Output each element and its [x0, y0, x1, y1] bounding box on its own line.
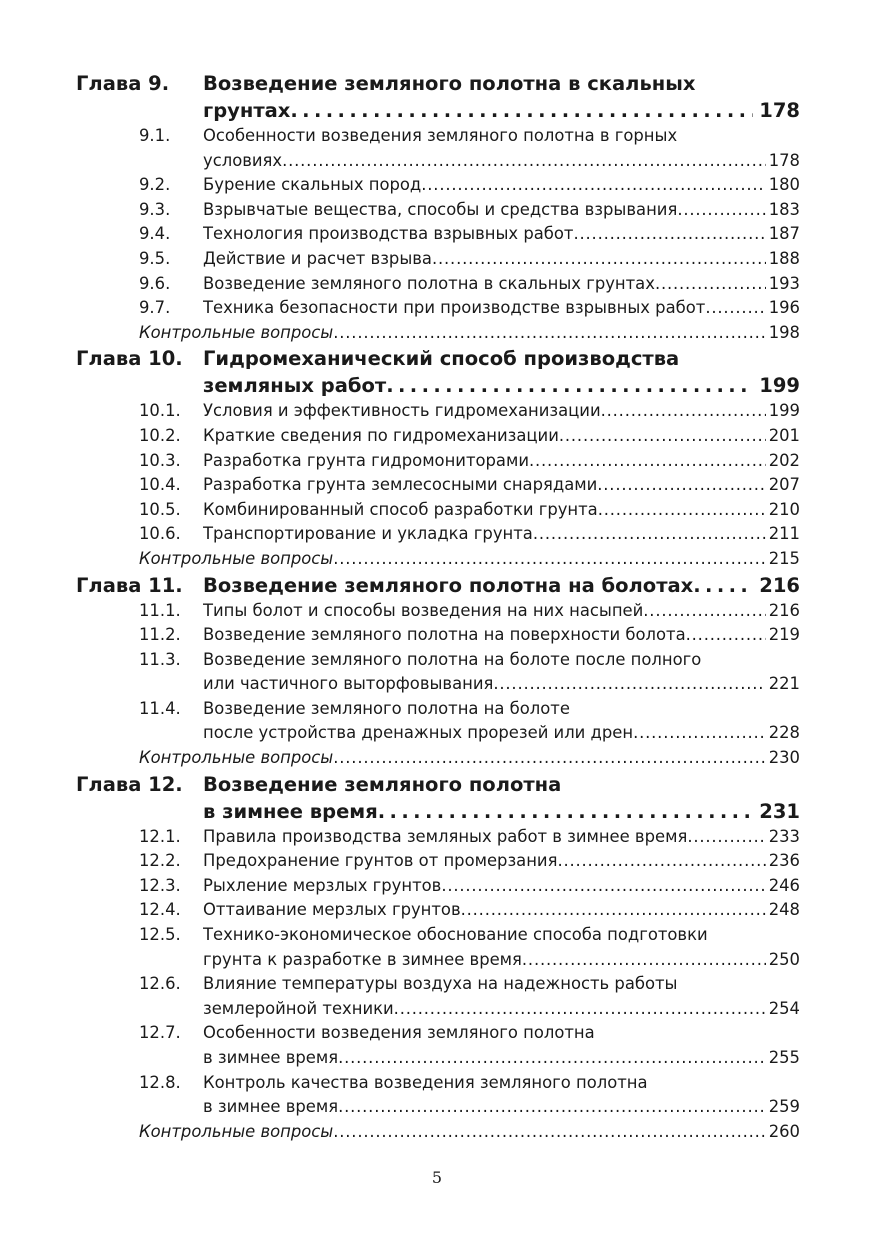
- section-title-text: Особенности возведения земляного полотна в горных: [203, 126, 678, 145]
- dot-leader: [386, 374, 753, 397]
- dot-leader: [282, 151, 766, 170]
- section-page: 201: [768, 425, 800, 445]
- dot-leader: [461, 900, 766, 919]
- toc-section-line: [76, 999, 800, 1024]
- section-title-text: Возведение земляного полотна на болоте: [203, 698, 570, 718]
- dot-leader: [432, 249, 766, 268]
- toc-section-line: [76, 249, 800, 274]
- section-number: 9.1.: [139, 126, 171, 145]
- section-number: 9.6.: [139, 273, 171, 293]
- section-title: [203, 126, 800, 145]
- chapter-title-text: земляных работ: [203, 374, 387, 398]
- section-title-text: Оттаивание мерзлых грунтов: [203, 900, 461, 920]
- section-title: [203, 999, 800, 1018]
- toc-section-line: [76, 1073, 800, 1098]
- chapter-heading-line: [76, 374, 800, 401]
- chapter-page: 178: [759, 99, 800, 122]
- toc-section-line: [76, 974, 800, 999]
- control-questions-label: Контрольные вопросы: [139, 548, 334, 568]
- section-title: [203, 500, 800, 519]
- section-title-text: грунта к разработке в зимнее время: [203, 949, 522, 969]
- toc-section-line: [76, 876, 800, 901]
- control-questions-page: 230: [768, 748, 800, 768]
- chapter-heading-line: [76, 574, 800, 601]
- section-page: 196: [768, 298, 800, 318]
- section-number: 10.6.: [139, 524, 181, 544]
- chapter-label: Глава 9.: [76, 72, 170, 95]
- section-number: 12.6.: [139, 974, 181, 994]
- dot-leader: [559, 426, 766, 445]
- dot-leader: [333, 1122, 765, 1141]
- control-questions-page: 260: [768, 1121, 800, 1141]
- section-title-text: Технология производства взрывных работ: [203, 224, 574, 244]
- chapter-heading-line: [76, 99, 800, 126]
- section-title: [203, 224, 800, 243]
- section-title: [203, 699, 800, 718]
- section-page: 180: [768, 175, 800, 195]
- chapter-title: [203, 574, 800, 597]
- section-page: 250: [768, 949, 800, 969]
- section-number: 9.3.: [139, 199, 171, 219]
- section-title: [203, 401, 800, 420]
- toc-section-line: [76, 200, 800, 225]
- section-title: [203, 151, 800, 170]
- toc-section-line: [76, 298, 800, 323]
- control-questions: [76, 748, 800, 773]
- dot-leader: [573, 224, 765, 243]
- section-title: [203, 1097, 800, 1116]
- control-questions: [76, 549, 800, 574]
- toc-section-line: [76, 650, 800, 675]
- section-page: 246: [768, 875, 800, 895]
- section-title-text: Возведение земляного полотна в скальных грунтах: [203, 273, 655, 293]
- section-title: [203, 200, 800, 219]
- section-title: [203, 426, 800, 445]
- chapter-page: 199: [759, 374, 800, 398]
- section-page: 216: [768, 600, 800, 620]
- chapter-title-text: в зимнее время: [203, 799, 378, 823]
- toc-section-line: [76, 175, 800, 200]
- toc-section-line: [76, 1023, 800, 1048]
- toc-section-line: [76, 151, 800, 176]
- section-title-text: Разработка грунта гидромониторами: [203, 450, 529, 470]
- section-title-text: Влияние температуры воздуха на надежность работы: [203, 974, 678, 994]
- section-page: 202: [768, 450, 800, 470]
- toc-section-line: [76, 451, 800, 476]
- section-title: [203, 524, 800, 543]
- section-number: 10.5.: [139, 499, 181, 519]
- section-number: 12.7.: [139, 1023, 181, 1043]
- toc-section-line: [76, 524, 800, 549]
- section-title-text: Технико-экономическое обоснование способа подготовки: [203, 925, 708, 945]
- section-number: 9.5.: [139, 248, 171, 268]
- section-number: 9.2.: [139, 175, 171, 195]
- section-number: 12.2.: [139, 851, 181, 871]
- chapter-heading-line: [76, 773, 800, 800]
- dot-leader: [655, 274, 766, 293]
- table-of-contents: [76, 72, 800, 1146]
- dot-leader: [421, 175, 765, 194]
- section-title-text: Типы болот и способы возведения на них насыпей: [203, 600, 644, 620]
- section-title: [203, 175, 800, 194]
- section-page: 187: [768, 224, 800, 244]
- chapter-title: [203, 374, 800, 397]
- section-title-text: Краткие сведения по гидромеханизации: [203, 425, 559, 445]
- toc-chapter: [76, 574, 800, 773]
- section-page: 199: [768, 401, 800, 421]
- chapter-label: Глава 12.: [76, 772, 183, 796]
- control-questions-label: Контрольные вопросы: [139, 322, 334, 342]
- chapter-heading-line: [76, 72, 800, 99]
- section-number: 11.3.: [139, 649, 181, 669]
- section-title-text: Возведение земляного полотна на болоте после полного: [203, 649, 702, 669]
- section-page: 211: [768, 524, 800, 544]
- chapter-title-text: грунтах: [203, 99, 291, 122]
- section-title-text: в зимнее время: [203, 1097, 339, 1117]
- dot-leader: [338, 1097, 766, 1116]
- section-title-text: Бурение скальных пород: [203, 175, 422, 195]
- section-title-text: или частичного выторфовывания: [203, 674, 494, 694]
- control-questions-page: 198: [768, 322, 800, 342]
- toc-section-line: [76, 1097, 800, 1122]
- dot-leader: [333, 748, 765, 767]
- dot-leader: [394, 999, 766, 1018]
- section-title: [203, 1073, 800, 1092]
- section-page: 233: [768, 826, 800, 846]
- chapter-title-text: Возведение земляного полотна на болотах: [203, 573, 694, 597]
- section-page: 193: [768, 273, 800, 293]
- section-number: 10.1.: [139, 401, 181, 421]
- section-title: [203, 1023, 800, 1042]
- dot-leader: [693, 574, 753, 597]
- section-page: 236: [768, 851, 800, 871]
- section-title: [203, 876, 800, 895]
- toc-section-line: [76, 851, 800, 876]
- section-title-text: Рыхление мерзлых грунтов: [203, 875, 442, 895]
- section-number: 10.3.: [139, 450, 181, 470]
- section-number: 12.8.: [139, 1072, 181, 1092]
- dot-leader: [441, 876, 765, 895]
- section-page: 228: [768, 723, 800, 743]
- section-page: 254: [768, 998, 800, 1018]
- section-title: [203, 601, 800, 620]
- section-title: [203, 900, 800, 919]
- section-number: 9.4.: [139, 224, 171, 244]
- toc-section-line: [76, 900, 800, 925]
- chapter-heading-line: [76, 347, 800, 374]
- section-title: [203, 827, 800, 846]
- toc-chapter: [76, 347, 800, 573]
- section-title: [203, 451, 800, 470]
- chapter-heading-line: [76, 800, 800, 827]
- section-title: [203, 925, 800, 944]
- dot-leader: [705, 298, 765, 317]
- dot-leader: [687, 827, 765, 846]
- dot-leader: [601, 401, 766, 420]
- dot-leader: [633, 723, 766, 742]
- section-title: [203, 249, 800, 268]
- control-questions-page: 215: [768, 548, 800, 568]
- section-title: [203, 475, 800, 494]
- section-page: 210: [768, 499, 800, 519]
- toc-section-line: [76, 500, 800, 525]
- dot-leader: [290, 99, 753, 122]
- section-number: 12.3.: [139, 875, 181, 895]
- chapter-title-text: Возведение земляного полотна: [203, 772, 562, 796]
- section-page: 255: [768, 1048, 800, 1067]
- section-number: 10.4.: [139, 475, 181, 495]
- section-title-text: Техника безопасности при производстве взрывных работ: [203, 298, 706, 318]
- section-number: 11.1.: [139, 600, 181, 620]
- chapter-title: [203, 99, 800, 122]
- toc-chapter: [76, 72, 800, 347]
- chapter-page: 231: [759, 799, 800, 823]
- section-number: 12.5.: [139, 925, 181, 945]
- section-title-text: Транспортирование и укладка грунта: [203, 524, 533, 544]
- toc-section-line: [76, 224, 800, 249]
- chapter-title-text: Гидромеханический способ производства: [203, 347, 680, 371]
- control-questions: [76, 323, 800, 348]
- dot-leader: [338, 1048, 766, 1067]
- dot-leader: [333, 323, 765, 342]
- dot-leader: [493, 674, 765, 693]
- section-title-text: Комбинированный способ разработки грунта: [203, 499, 598, 519]
- control-questions-label: Контрольные вопросы: [139, 1121, 334, 1141]
- section-title: [203, 625, 800, 644]
- section-title-text: в зимнее время: [203, 1048, 339, 1067]
- section-number: 12.4.: [139, 900, 181, 920]
- dot-leader: [333, 549, 765, 568]
- section-page: 219: [768, 625, 800, 645]
- toc-section-line: [76, 699, 800, 724]
- chapter-title: [203, 347, 800, 370]
- section-page: 259: [768, 1097, 800, 1117]
- section-title: [203, 274, 800, 293]
- chapter-title: [203, 773, 800, 796]
- toc-section-line: [76, 925, 800, 950]
- toc-chapter: [76, 773, 800, 1147]
- section-title-text: Действие и расчет взрыва: [203, 248, 432, 268]
- section-title-text: Контроль качества возведения земляного полотна: [203, 1072, 648, 1092]
- toc-section-line: [76, 1048, 800, 1073]
- section-title-text: Разработка грунта землесосными снарядами: [203, 475, 598, 495]
- toc-section-line: [76, 625, 800, 650]
- section-title: [203, 974, 800, 993]
- chapter-label: Глава 11.: [76, 573, 183, 597]
- chapter-label: Глава 10.: [76, 347, 183, 371]
- section-page: 188: [768, 248, 800, 268]
- section-title: [203, 674, 800, 693]
- section-page: 207: [768, 475, 800, 495]
- section-page: 248: [768, 900, 800, 920]
- toc-section-line: [76, 274, 800, 299]
- section-title: [203, 950, 800, 969]
- section-title-text: Взрывчатые вещества, способы и средства взрывания: [203, 199, 678, 219]
- section-title: [203, 650, 800, 669]
- section-number: 11.2.: [139, 625, 181, 645]
- section-title: [203, 1048, 800, 1067]
- section-title-text: после устройства дренажных прорезей или дрен: [203, 723, 634, 743]
- dot-leader: [598, 500, 766, 519]
- control-questions-label: Контрольные вопросы: [139, 748, 334, 768]
- section-title: [203, 851, 800, 870]
- dot-leader: [643, 601, 765, 620]
- section-number: 11.4.: [139, 698, 181, 718]
- section-title-text: Условия и эффективность гидромеханизации: [203, 401, 601, 421]
- toc-section-line: [76, 674, 800, 699]
- chapter-page: 216: [759, 573, 800, 597]
- dot-leader: [378, 800, 754, 823]
- section-title: [203, 298, 800, 317]
- chapter-title: [203, 800, 800, 823]
- section-page: 178: [768, 150, 800, 170]
- toc-section-line: [76, 827, 800, 852]
- section-title-text: Предохранение грунтов от промерзания: [203, 851, 558, 871]
- dot-leader: [522, 950, 766, 969]
- control-questions: [76, 1122, 800, 1147]
- chapter-title: [203, 72, 800, 95]
- toc-section-line: [76, 723, 800, 748]
- section-number: 12.1.: [139, 826, 181, 846]
- toc-section-line: [76, 475, 800, 500]
- toc-section-line: [76, 950, 800, 975]
- toc-section-line: [76, 126, 800, 151]
- section-number: 9.7.: [139, 298, 171, 318]
- section-number: 10.2.: [139, 425, 181, 445]
- section-title: [203, 723, 800, 742]
- chapter-title-text: Возведение земляного полотна в скальных: [203, 72, 696, 95]
- dot-leader: [533, 524, 766, 543]
- section-page: 183: [768, 199, 800, 219]
- section-title-text: землеройной техники: [203, 998, 394, 1018]
- dot-leader: [597, 475, 765, 494]
- section-title-text: условиях: [203, 150, 283, 170]
- section-title-text: Правила производства земляных работ в зимнее время: [203, 826, 688, 846]
- section-title-text: Особенности возведения земляного полотна: [203, 1023, 595, 1043]
- dot-leader: [557, 851, 765, 870]
- toc-section-line: [76, 426, 800, 451]
- section-title-text: Возведение земляного полотна на поверхности болота: [203, 625, 686, 645]
- toc-section-line: [76, 401, 800, 426]
- dot-leader: [677, 200, 765, 219]
- dot-leader: [686, 625, 766, 644]
- section-page: 221: [768, 674, 800, 694]
- page-number: 5: [431, 1168, 443, 1187]
- dot-leader: [529, 451, 766, 470]
- toc-section-line: [76, 601, 800, 626]
